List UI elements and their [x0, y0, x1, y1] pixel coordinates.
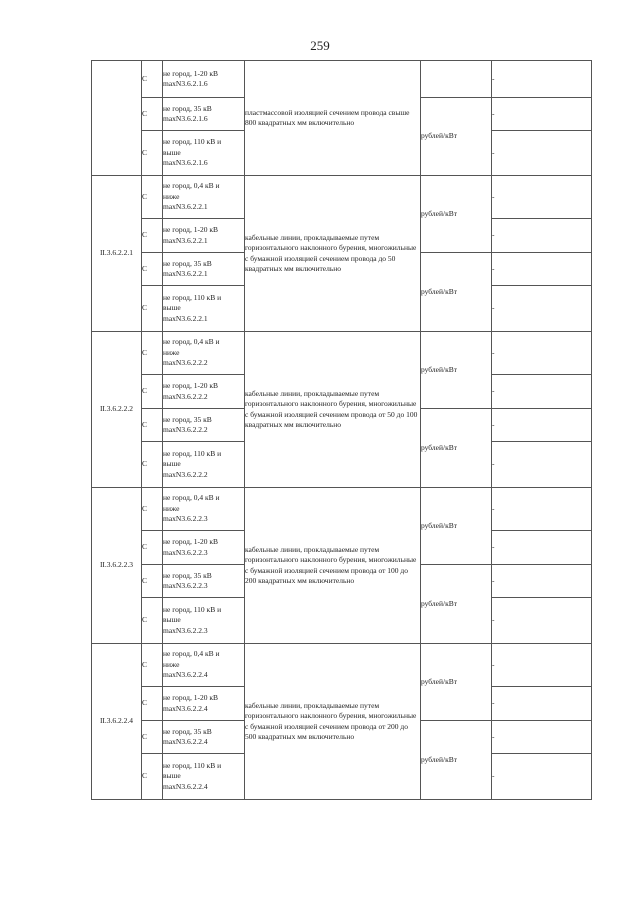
- value-cell: -: [492, 687, 592, 721]
- category-cell: С: [142, 721, 163, 754]
- voltage-level-line: выше: [163, 615, 181, 625]
- category-cell: С: [142, 488, 163, 531]
- voltage-level-line: ниже: [163, 347, 180, 357]
- value-cell: -: [492, 286, 592, 332]
- voltage-level-cell: [163, 721, 245, 754]
- voltage-level-cell: [163, 442, 245, 488]
- formula-reference: maxN3.6.2.2.2: [163, 391, 208, 401]
- category-cell: С: [142, 131, 163, 176]
- tariff-table: [91, 60, 592, 800]
- category-cell: С: [142, 61, 163, 98]
- voltage-level-cell: [163, 219, 245, 253]
- voltage-level-cell: [163, 176, 245, 219]
- formula-reference: maxN3.6.2.1.6: [163, 114, 208, 123]
- voltage-level-line: не город, 110 кВ и: [163, 137, 222, 147]
- voltage-level-line: не город, 110 кВ и: [163, 760, 222, 770]
- description-cell: кабельные линии, прокладываемые путем горизонтального наклонного бурения, многожильные с бумажной изоляцией сечением провода от 50 до 100 квадратных мм включительно: [245, 332, 421, 488]
- category-cell: С: [142, 219, 163, 253]
- unit-cell: рублей/кВт: [421, 644, 492, 721]
- value-cell: -: [492, 176, 592, 219]
- voltage-level-line: ниже: [163, 503, 180, 513]
- category-cell: С: [142, 644, 163, 687]
- formula-reference: maxN3.6.2.2.3: [163, 581, 208, 590]
- table-row: [92, 332, 592, 375]
- value-cell: -: [492, 721, 592, 754]
- formula-reference: maxN3.6.2.2.1: [163, 313, 208, 323]
- voltage-level-line: не город, 110 кВ и: [163, 604, 222, 614]
- formula-reference: maxN3.6.2.1.6: [163, 158, 208, 168]
- category-cell: С: [142, 176, 163, 219]
- category-cell: С: [142, 98, 163, 131]
- formula-reference: maxN3.6.2.2.4: [163, 670, 208, 680]
- voltage-level-cell: [163, 332, 245, 375]
- formula-reference: maxN3.6.2.2.2: [163, 358, 208, 368]
- voltage-level-line: выше: [163, 147, 181, 157]
- unit-cell: рублей/кВт: [421, 409, 492, 488]
- unit-cell: рублей/кВт: [421, 98, 492, 176]
- value-cell: -: [492, 61, 592, 98]
- value-cell: -: [492, 754, 592, 800]
- item-code-cell: II.3.6.2.2.3: [92, 488, 142, 644]
- value-cell: -: [492, 375, 592, 409]
- voltage-level-line: не город, 35 кВ: [163, 103, 212, 113]
- voltage-level-line: не город, 110 кВ и: [163, 448, 222, 458]
- value-cell: -: [492, 565, 592, 598]
- value-cell: -: [492, 98, 592, 131]
- category-cell: С: [142, 565, 163, 598]
- unit-cell: рублей/кВт: [421, 253, 492, 332]
- voltage-level-cell: [163, 598, 245, 644]
- unit-cell: рублей/кВт: [421, 721, 492, 800]
- voltage-level-line: не город, 35 кВ: [163, 414, 212, 424]
- voltage-level-cell: [163, 131, 245, 176]
- value-cell: -: [492, 598, 592, 644]
- voltage-level-line: не город, 0,4 кВ и: [163, 337, 220, 347]
- formula-reference: maxN3.6.2.1.6: [163, 79, 208, 88]
- voltage-level-cell: [163, 687, 245, 721]
- continuation-code-cell: [92, 61, 142, 176]
- voltage-level-cell: [163, 98, 245, 131]
- voltage-level-line: не город, 0,4 кВ и: [163, 493, 220, 503]
- voltage-level-cell: [163, 754, 245, 800]
- value-cell: -: [492, 131, 592, 176]
- formula-reference: maxN3.6.2.2.1: [163, 269, 208, 278]
- item-code-cell: II.3.6.2.2.4: [92, 644, 142, 800]
- table-row: [92, 644, 592, 687]
- voltage-level-line: выше: [163, 771, 181, 781]
- category-cell: С: [142, 442, 163, 488]
- voltage-level-cell: [163, 61, 245, 98]
- category-cell: С: [142, 531, 163, 565]
- item-code-cell: II.3.6.2.2.2: [92, 332, 142, 488]
- value-cell: -: [492, 332, 592, 375]
- category-cell: С: [142, 754, 163, 800]
- formula-reference: maxN3.6.2.2.4: [163, 703, 208, 713]
- category-cell: С: [142, 253, 163, 286]
- voltage-level-cell: [163, 644, 245, 687]
- description-cell: пластмассовой изоляцией сечением провода свыше 800 квадратных мм включительно: [245, 61, 421, 176]
- voltage-level-line: не город, 1-20 кВ: [163, 381, 218, 390]
- formula-reference: maxN3.6.2.2.1: [163, 202, 208, 212]
- voltage-level-cell: [163, 286, 245, 332]
- value-cell: -: [492, 488, 592, 531]
- formula-reference: maxN3.6.2.2.3: [163, 625, 208, 635]
- voltage-level-line: не город, 35 кВ: [163, 258, 212, 268]
- item-code-cell: II.3.6.2.2.1: [92, 176, 142, 332]
- formula-reference: maxN3.6.2.2.3: [163, 547, 208, 557]
- voltage-level-line: не город, 1-20 кВ: [163, 537, 218, 546]
- voltage-level-line: выше: [163, 459, 181, 469]
- description-cell: кабельные линии, прокладываемые путем горизонтального наклонного бурения, многожильные с бумажной изоляцией сечением провода до 50 квадратных мм включительно: [245, 176, 421, 332]
- voltage-level-line: не город, 1-20 кВ: [163, 693, 218, 702]
- voltage-level-line: не город, 110 кВ и: [163, 292, 222, 302]
- unit-cell: рублей/кВт: [421, 332, 492, 409]
- table-row: [92, 488, 592, 531]
- value-cell: -: [492, 219, 592, 253]
- category-cell: С: [142, 375, 163, 409]
- category-cell: С: [142, 598, 163, 644]
- formula-reference: maxN3.6.2.2.1: [163, 235, 208, 245]
- voltage-level-line: ниже: [163, 659, 180, 669]
- voltage-level-line: не город, 35 кВ: [163, 570, 212, 580]
- description-cell: кабельные линии, прокладываемые путем горизонтального наклонного бурения, многожильные с бумажной изоляцией сечением провода от 200 до 500 квадратных мм включительно: [245, 644, 421, 800]
- unit-cell-empty: [421, 61, 492, 98]
- voltage-level-line: не город, 35 кВ: [163, 726, 212, 736]
- unit-cell: рублей/кВт: [421, 176, 492, 253]
- voltage-level-cell: [163, 375, 245, 409]
- voltage-level-cell: [163, 531, 245, 565]
- unit-cell: рублей/кВт: [421, 565, 492, 644]
- category-cell: С: [142, 286, 163, 332]
- voltage-level-cell: [163, 488, 245, 531]
- voltage-level-cell: [163, 253, 245, 286]
- voltage-level-line: ниже: [163, 191, 180, 201]
- voltage-level-cell: [163, 409, 245, 442]
- formula-reference: maxN3.6.2.2.2: [163, 469, 208, 479]
- voltage-level-line: выше: [163, 303, 181, 313]
- category-cell: С: [142, 687, 163, 721]
- formula-reference: maxN3.6.2.2.4: [163, 781, 208, 791]
- voltage-level-line: не город, 1-20 кВ: [163, 225, 218, 234]
- value-cell: -: [492, 644, 592, 687]
- unit-cell: рублей/кВт: [421, 488, 492, 565]
- voltage-level-line: не город, 0,4 кВ и: [163, 181, 220, 191]
- value-cell: -: [492, 442, 592, 488]
- category-cell: С: [142, 409, 163, 442]
- page-number: 259: [310, 38, 330, 53]
- value-cell: -: [492, 409, 592, 442]
- formula-reference: maxN3.6.2.2.2: [163, 425, 208, 434]
- voltage-level-line: не город, 0,4 кВ и: [163, 649, 220, 659]
- category-cell: С: [142, 332, 163, 375]
- value-cell: -: [492, 253, 592, 286]
- formula-reference: maxN3.6.2.2.3: [163, 514, 208, 524]
- voltage-level-cell: [163, 565, 245, 598]
- voltage-level-line: не город, 1-20 кВ: [163, 68, 218, 78]
- table-row: [92, 176, 592, 219]
- description-cell: кабельные линии, прокладываемые путем горизонтального наклонного бурения, многожильные с бумажной изоляцией сечением провода от 100 до 200 квадратных мм включительно: [245, 488, 421, 644]
- continuation-row: [92, 61, 592, 98]
- formula-reference: maxN3.6.2.2.4: [163, 737, 208, 746]
- value-cell: -: [492, 531, 592, 565]
